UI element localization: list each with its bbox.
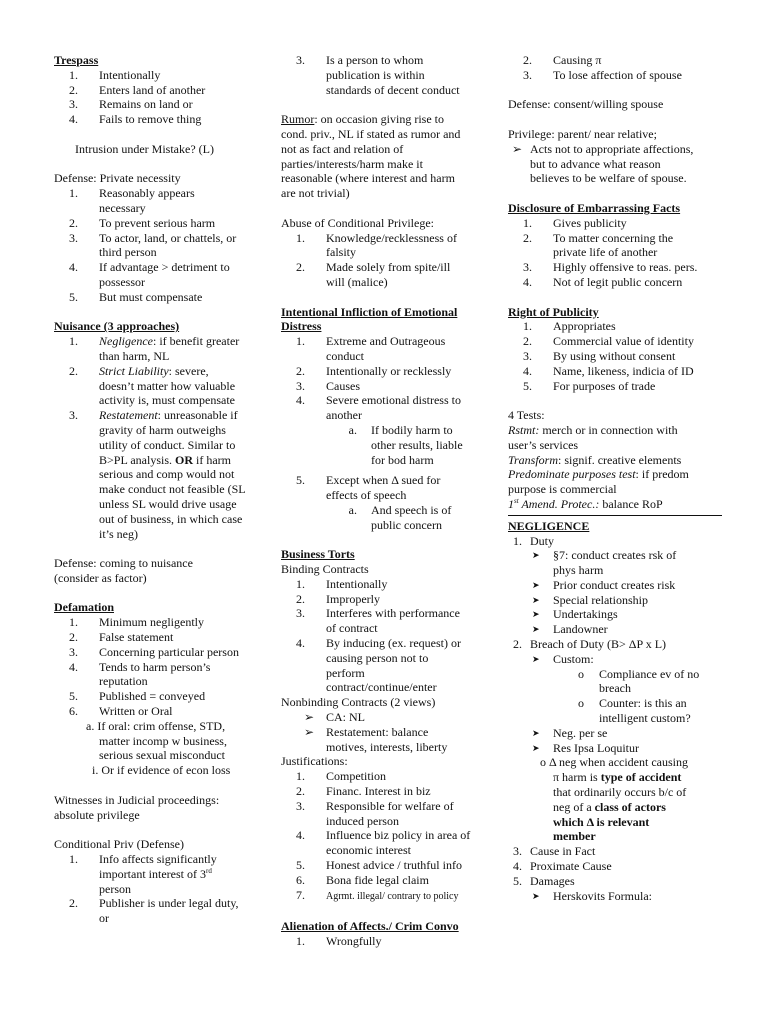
list-item-cont: private life of another	[553, 245, 658, 260]
negligence-heading: NEGLIGENCE	[508, 518, 590, 533]
arrow-bullet-icon: ➤	[532, 594, 540, 605]
test-item: Transform: signif. creative elements	[508, 452, 682, 467]
list-item: 2. Causing π	[523, 53, 602, 67]
publicity-heading: Right of Publicity	[508, 304, 599, 319]
list-item: 1. Competition	[296, 769, 386, 784]
arrow-bullet-icon: ➤	[532, 653, 540, 664]
list-item-cont: or	[99, 911, 109, 926]
arrow-bullet-icon: ➤	[532, 579, 540, 590]
bullet-item: ➢ CA: NL	[304, 710, 365, 725]
sub-bullet-item-cont: intelligent custom?	[599, 711, 691, 726]
list-item: 6. Bona fide legal claim	[296, 872, 429, 887]
coming-to-nuisance-note: (consider as factor)	[54, 570, 147, 585]
sub-bullet-item: o Compliance ev of no	[578, 666, 700, 681]
list-item: 4. Tends to harm person’s	[69, 659, 211, 674]
bullet-item: ➤ Special relationship	[532, 592, 648, 607]
list-item: 3. Restatement: unreasonable if	[69, 408, 238, 423]
list-item: 2. Improperly	[296, 591, 380, 606]
iied-heading-cont: Distress	[281, 319, 322, 334]
list-item: 3. Highly offensive to reas. pers.	[523, 260, 698, 275]
bullet-item: ➢ Acts not to appropriate affections,	[512, 141, 694, 156]
justifications-label: Justifications:	[281, 754, 348, 769]
sub-bullet-item: o Counter: is this an	[578, 696, 687, 711]
list-item-cont: another	[326, 408, 362, 423]
list-item: 2. Strict Liability: severe,	[69, 363, 209, 378]
binding-contracts-label: Binding Contracts	[281, 562, 369, 577]
arrow-bullet-icon: ➤	[532, 609, 540, 620]
sub-bullet-item-cont: π harm is type of accident	[553, 770, 682, 785]
arrow-bullet-icon: ➤	[532, 624, 540, 635]
list-item: 3. Responsible for welfare of	[296, 798, 454, 813]
list-item: 2. To prevent serious harm	[69, 215, 216, 230]
list-item-cont: economic interest	[326, 843, 411, 858]
list-item: 2. Publisher is under legal duty,	[69, 896, 239, 911]
test-item: Predominate purposes test: if predom	[508, 467, 689, 482]
iied-heading: Intentional Infliction of Emotional	[281, 304, 458, 319]
sub-bullet-item-cont: neg of a class of actors	[553, 799, 666, 814]
bullet-item: ➤ Res Ipsa Loquitur	[532, 740, 639, 755]
list-item-cont: perform	[326, 665, 365, 680]
test-item-cont: purpose is commercial	[508, 482, 617, 497]
business-torts-heading: Business Torts	[281, 547, 355, 562]
rumor-text-cont: not as fact and relation of	[281, 141, 404, 156]
arrow-bullet-icon: ➤	[532, 727, 540, 738]
witnesses-text: Witnesses in Judicial proceedings:	[54, 792, 220, 807]
bullet-item: ➤ Landowner	[532, 622, 608, 637]
list-item: 1. Reasonably appears	[69, 186, 195, 201]
arrow-bullet-icon: ➢	[304, 724, 315, 739]
sub-item-cont: serious sexual misconduct	[99, 748, 225, 763]
list-item: 5. For purposes of trade	[523, 378, 656, 393]
arrow-bullet-icon: ➤	[532, 890, 540, 901]
column-3	[508, 53, 722, 903]
list-item: 1. Extreme and Outrageous	[296, 334, 446, 349]
privilege-label: Privilege: parent/ near relative;	[508, 126, 657, 141]
rumor-text: Rumor: on occasion giving rise to	[281, 112, 444, 127]
sub-item-cont: for bod harm	[371, 452, 434, 467]
list-item: 1. Intentionally	[296, 576, 388, 591]
bullet-item: ➤ Undertakings	[532, 607, 618, 622]
list-item-cont: important interest of 3rd	[99, 866, 212, 881]
list-item: 4. By inducing (ex. request) or	[296, 636, 461, 651]
sub-bullet-item-cont: that ordinarily occurs b/c of	[553, 785, 687, 800]
list-item: 1. Minimum negligently	[69, 615, 204, 630]
list-item: 3. To actor, land, or chattels, or	[69, 230, 237, 245]
list-item-cont: conduct	[326, 348, 364, 363]
list-item-cont: activity is, must compensate	[99, 393, 235, 408]
defamation-heading: Defamation	[54, 600, 114, 615]
witnesses-text-cont: absolute privilege	[54, 807, 140, 822]
rumor-text-cont: are not trivial)	[281, 186, 350, 201]
arrow-bullet-icon: ➤	[532, 550, 540, 561]
list-item-cont: than harm, NL	[99, 348, 170, 363]
list-item-cont: effects of speech	[326, 488, 407, 503]
list-item: 1. Intentionally	[69, 67, 161, 82]
sub-bullet-item: o Δ neg when accident causing	[540, 755, 689, 770]
list-item-cont: gravity of harm outweighs	[99, 422, 226, 437]
list-item: 3. Interferes with performance	[296, 606, 460, 621]
rumor-text-cont: cond. priv., NL if stated as rumor and	[281, 126, 461, 141]
alienation-heading: Alienation of Affects./ Crim Convo	[281, 919, 459, 934]
circle-bullet-icon: o	[578, 696, 584, 711]
list-item: 1. Wrongfully	[296, 934, 382, 949]
defense-consent: Defense: consent/willing spouse	[508, 97, 664, 112]
list-item-cont: it’s neg)	[99, 526, 138, 541]
list-item-cont: causing person not to	[326, 650, 429, 665]
list-item-cont: reputation	[99, 674, 148, 689]
sub-item-cont: matter incomp w business,	[99, 733, 227, 748]
list-item: 2. Financ. Interest in biz	[296, 784, 431, 799]
arrow-bullet-icon: ➤	[532, 742, 540, 753]
list-item-cont: third person	[99, 245, 157, 260]
divider	[508, 515, 722, 516]
list-item: 3. Concerning particular person	[69, 644, 239, 659]
list-item: 3. Cause in Fact	[513, 844, 596, 859]
list-item-cont: make conduct not feasible (SL	[99, 482, 246, 497]
disclosure-heading: Disclosure of Embarrassing Facts	[508, 200, 681, 215]
abuse-heading: Abuse of Conditional Privilege:	[281, 215, 434, 230]
bullet-item-cont: phys harm	[553, 563, 604, 578]
column-2	[281, 53, 483, 949]
sub-item: a. If bodily harm to	[348, 422, 453, 437]
list-item: 5. But must compensate	[69, 289, 203, 304]
bullet-item: ➢ Restatement: balance	[304, 724, 429, 739]
list-item-cont: induced person	[326, 813, 399, 828]
list-item: 3. Remains on land or	[69, 97, 193, 112]
bullet-item: ➤ Custom:	[532, 651, 594, 666]
list-item-cont: doesn’t matter how valuable	[99, 378, 236, 393]
bullet-item: ➤ Neg. per se	[532, 725, 608, 740]
list-item-cont: standards of decent conduct	[326, 82, 460, 97]
list-item: 5. Damages	[513, 873, 575, 888]
list-item: 5. Honest advice / truthful info	[296, 858, 462, 873]
sub-item: a. And speech is of	[348, 502, 452, 517]
list-item-cont: unless SL would drive usage	[99, 496, 237, 511]
bullet-item: ➤ Herskovits Formula:	[532, 888, 652, 903]
list-item-cont: person	[99, 881, 131, 896]
list-item: 4. Not of legit public concern	[523, 274, 683, 289]
list-item: 1. Negligence: if benefit greater	[69, 334, 240, 349]
list-item: 5. Except when Δ sued for	[296, 473, 441, 488]
list-item-cont: publication is within	[326, 67, 425, 82]
rumor-text-cont: reasonable (where interest and harm	[281, 171, 455, 186]
list-item: 3. Is a person to whom	[296, 53, 424, 67]
column-1	[54, 53, 260, 926]
list-item: 2. Intentionally or recklessly	[296, 363, 452, 378]
list-item-cont: will (malice)	[326, 274, 388, 289]
list-item: 2. Breach of Duty (B> ΔP x L)	[513, 637, 667, 652]
list-item-cont: utility of conduct. Similar to	[99, 437, 236, 452]
rumor-text-cont: parties/interests/harm make it	[281, 156, 423, 171]
list-item: 6. Written or Oral	[69, 704, 173, 719]
list-item-cont: out of business, in which case	[99, 511, 243, 526]
arrow-bullet-icon: ➢	[304, 710, 315, 725]
trespass-note: Intrusion under Mistake? (L)	[75, 141, 214, 156]
bullet-item-cont: motives, interests, liberty	[326, 739, 448, 754]
arrow-bullet-icon: ➢	[512, 141, 523, 156]
sub-item-cont: other results, liable	[371, 437, 463, 452]
list-item: 4. Severe emotional distress to	[296, 393, 461, 408]
conditional-priv-heading: Conditional Priv (Defense)	[54, 837, 184, 852]
list-item-cont: necessary	[99, 200, 146, 215]
test-item-cont: user’s services	[508, 437, 579, 452]
sub-bullet-item-cont: which Δ is relevant	[553, 814, 650, 829]
trespass-heading: Trespass	[54, 53, 99, 67]
list-item: 4. If advantage > detriment to	[69, 260, 230, 275]
list-item: 7. Agrmt. illegal/ contrary to policy	[296, 887, 459, 902]
list-item: 2. Enters land of another	[69, 82, 206, 97]
test-item: Rstmt: merch or in connection with	[508, 422, 678, 437]
list-item-cont: of contract	[326, 621, 378, 636]
bullet-item-cont: believes to be welfare of spouse.	[530, 171, 687, 186]
list-item: 1. Info affects significantly	[69, 852, 217, 867]
list-item: 5. Published = conveyed	[69, 689, 206, 704]
list-item: 4. Fails to remove thing	[69, 112, 202, 127]
list-item: 2. To matter concerning the	[523, 230, 674, 245]
bullet-item-cont: but to advance what reason	[530, 156, 661, 171]
list-item-cont: possessor	[99, 274, 146, 289]
bullet-item: ➤ Prior conduct creates risk	[532, 577, 676, 592]
sub-item-cont: public concern	[371, 517, 442, 532]
sub-item: a. If oral: crim offense, STD,	[86, 718, 226, 733]
tests-label: 4 Tests:	[508, 408, 545, 423]
defense-heading: Defense: Private necessity	[54, 171, 181, 186]
nuisance-heading: Nuisance (3 approaches)	[54, 319, 180, 334]
list-item: 3. By using without consent	[523, 348, 676, 363]
list-item: 2. Commercial value of identity	[523, 334, 694, 349]
list-item: 4. Proximate Cause	[513, 859, 612, 874]
list-item: 4. Name, likeness, indicia of ID	[523, 363, 694, 378]
sub-sub-item: i. Or if evidence of econ loss	[92, 763, 231, 778]
list-item-cont: serious and comp would not	[99, 467, 235, 482]
list-item-cont: falsity	[326, 245, 356, 260]
sub-bullet-item-cont: breach	[599, 681, 631, 696]
list-item: 2. Made solely from spite/ill	[296, 260, 451, 275]
bullet-item: ➤ §7: conduct creates rsk of	[532, 548, 677, 563]
circle-bullet-icon: o	[578, 666, 584, 681]
list-item: 1. Appropriates	[523, 319, 616, 334]
sub-bullet-item-cont: member	[553, 829, 596, 844]
list-item: 1. Duty	[513, 533, 554, 548]
list-item-cont: contract/continue/enter	[326, 680, 437, 695]
list-item: 1. Gives publicity	[523, 215, 627, 230]
list-item: 3. To lose affection of spouse	[523, 67, 682, 82]
test-item: 1st Amend. Protec.: balance RoP	[508, 496, 663, 511]
list-item: 4. Influence biz policy in area of	[296, 828, 471, 843]
list-item: 3. Causes	[296, 378, 360, 393]
list-item: 1. Knowledge/recklessness of	[296, 230, 457, 245]
list-item-cont: B>PL analysis. OR if harm	[99, 452, 231, 467]
nonbinding-contracts-label: Nonbinding Contracts (2 views)	[281, 695, 436, 710]
list-item: 2. False statement	[69, 630, 174, 645]
coming-to-nuisance: Defense: coming to nuisance	[54, 556, 193, 571]
